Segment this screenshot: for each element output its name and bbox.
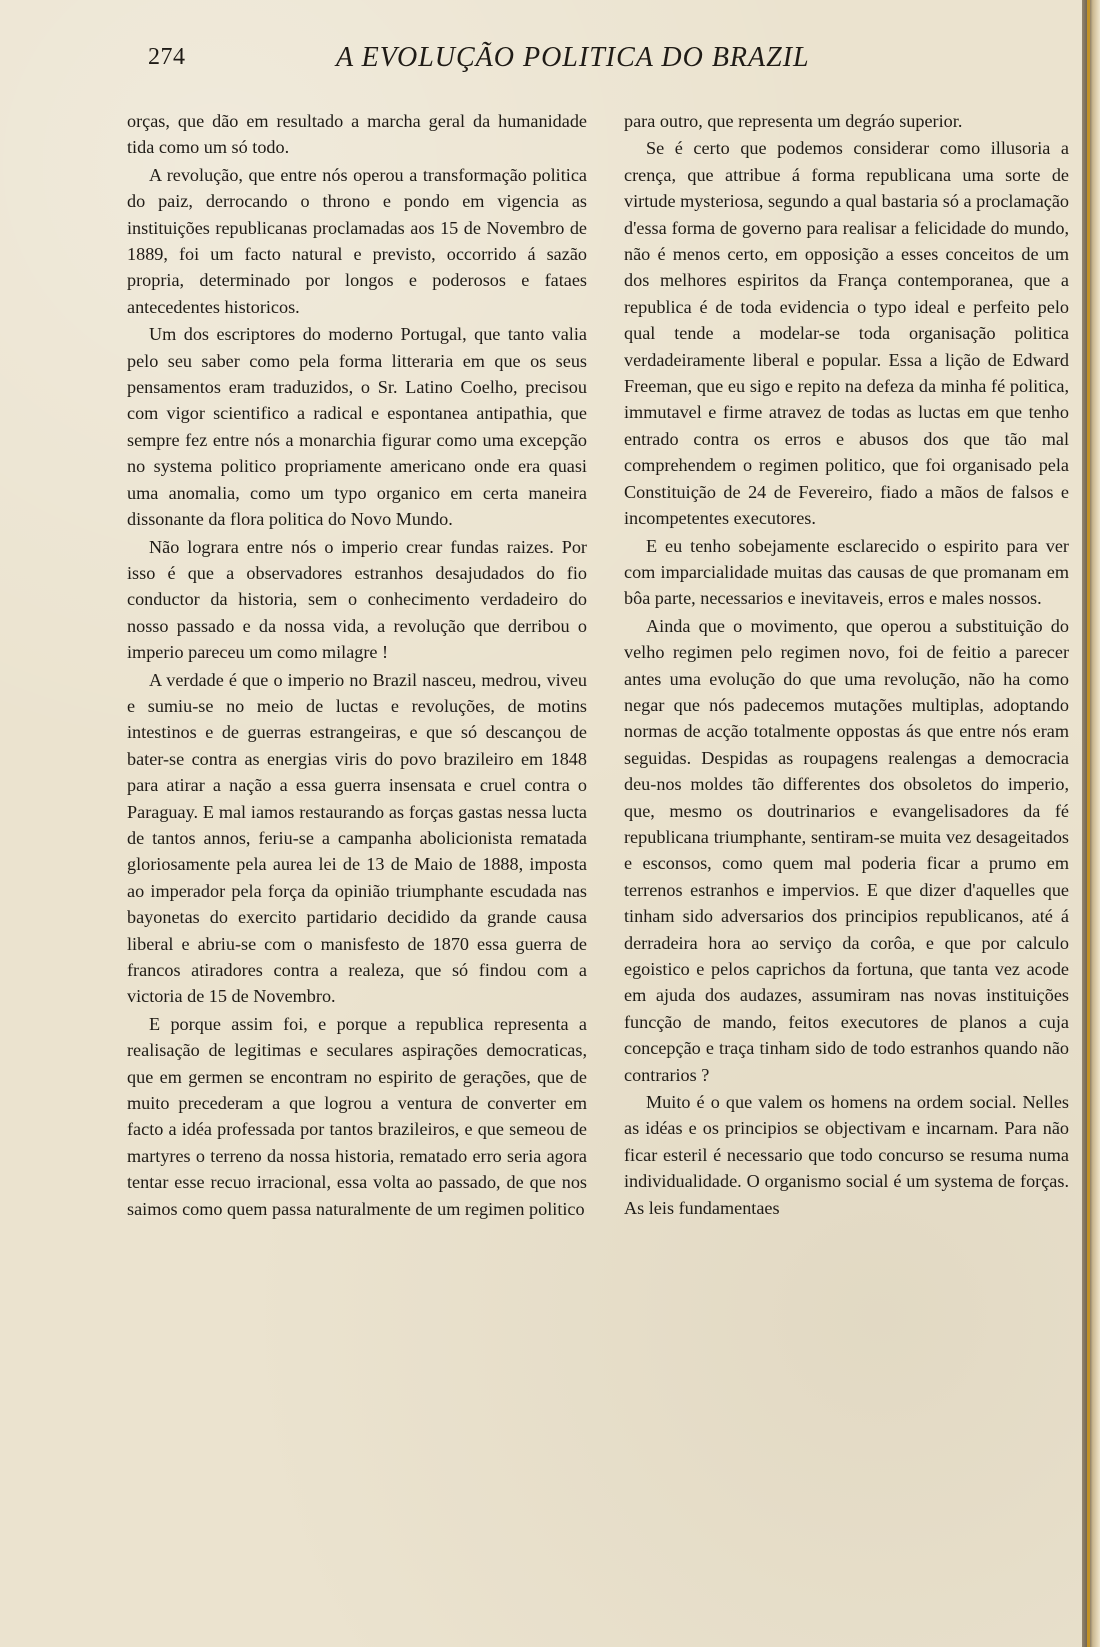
left-text-column <box>127 108 587 1223</box>
right-text-column <box>624 108 1069 1222</box>
page-header <box>148 42 878 82</box>
running-title: A EVOLUÇÃO POLITICA DO BRAZIL <box>336 42 810 73</box>
left-paragraph-1: orças, que dão em resultado a marcha geral da humanidade tida como um só todo. <box>127 111 587 158</box>
left-paragraph-2: A revolução, que entre nós operou a transformação politica do paiz, derrocando o throno e pondo em vigencia as instituições republicanas proclamadas aos 15 de Novembro de 1889, foi um facto natural e previsto, occorrido á sazão propria, determinado por longos e poderosos e fataes antecedentes historicos. <box>127 164 587 317</box>
page-number: 274 <box>148 44 186 70</box>
left-paragraph-6: E porque assim foi, e porque a republica representa a realisação de legitimas e seculares aspirações democraticas, que em germen se encontram no espirito de gerações, que de muito precederam a que logrou a ventura de converter em facto a idéa professada por tantos brazileiros, e que semeou de martyres o terreno da nossa historia, rematado erro seria agora tentar esse recuo irracional, essa volta ao passado, de que nos saimos como quem passa naturalmente de um regimen politico <box>127 1013 587 1219</box>
right-paragraph-1: para outro, que representa um degráo superior. <box>624 111 963 131</box>
right-paragraph-5: Muito é o que valem os homens na ordem social. Nelles as idéas e os principios se objectivam e incarnam. Para não ficar esteril é necessario que todo concurso se resuma numa individualidade. O organismo social é um systema de forças. As leis fundamentaes <box>624 1092 1069 1218</box>
right-paragraph-2: Se é certo que podemos considerar como illusoria a crença, que attribue á forma republicana uma sorte de virtude mysteriosa, segundo a qual bastaria só a proclamação d'essa forma de governo para realisar a felicidade do mundo, não é menos certo, em opposição a esses conceitos de um dos melhores espiritos da França contemporanea, que a republica é de toda evidencia o typo ideal e perfeito pelo qual tende a modelar-se toda organisação politica verdadeiramente liberal e popular. Essa a lição de Edward Freeman, que eu sigo e repito na defeza da minha fé politica, immutavel e firme atravez de todas as luctas em que tenho entrado contra os erros e abusos dos que tão mal comprehendem o regimen politico, que foi organisado pela Constituição de 24 de Fevereiro, fiado a mãos de falsos e incompetentes executores. <box>624 138 1069 529</box>
left-paragraph-4: Não lograra entre nós o imperio crear fundas raizes. Por isso é que a observadores estranhos desajudados do fio conductor da historia, sem o conhecimento verdadeiro do nosso passado e da nossa vida, a revolução que derribou o imperio pareceu um como milagre ! <box>127 536 587 663</box>
page-edge-shadow <box>1082 0 1100 1647</box>
left-paragraph-3: Um dos escriptores do moderno Portugal, que tanto valia pelo seu saber como pela forma litteraria em que os seus pensamentos eram traduzidos, o Sr. Latino Coelho, precisou com vigor scientifico a radical e espontanea antipathia, que sempre fez entre nós a monarchia figurar como uma excepção no systema politico propriamente americano onde era quasi uma anomalia, como um typo organico em certa maneira dissonante da flora politica do Novo Mundo. <box>127 324 587 530</box>
right-paragraph-4: Ainda que o movimento, que operou a substituição do velho regimen pelo regimen novo, foi de feitio a parecer antes uma evolução do que uma revolução, não ha como negar que nós padecemos mutações multiplas, adoptando normas de acção totalmente oppostas ás que entre nós eram seguidas. Despidas as roupagens realengas a democracia deu-nos moldes tão differentes dos obsoletos do imperio, que, mesmo os doutrinarios e evangelisadores da fé republicana triumphante, sentiram-se muita vez desageitados e esconsos, como quem mal poderia ficar a prumo em terrenos estranhos e impervios. E que dizer d'aquelles que tinham sido adversarios dos principios republicanos, até á derradeira hora ao serviço da corôa, e que por calculo egoistico e pelos caprichos da fortuna, que tanta vez acode em ajuda dos audazes, assumiram nas novas instituições funcção de mando, feitos executores de planos a cuja concepção e traça tinham sido de todo estranhos quando não contrarios ? <box>624 615 1069 1085</box>
right-paragraph-3: E eu tenho sobejamente esclarecido o espirito para ver com imparcialidade muitas das causas de que promanam em bôa parte, necessarios e inevitaveis, erros e males nossos. <box>624 535 1069 609</box>
left-paragraph-5: A verdade é que o imperio no Brazil nasceu, medrou, viveu e sumiu-se no meio de luctas e revoluções, de motins intestinos e de guerras estrangeiras, e que só descançou de bater-se contra as energias viris do povo brazileiro em 1848 para atirar a nação a essa guerra insensata e cruel contra o Paraguay. E mal iamos restaurando as forças gastas nessa lucta de tantos annos, feriu-se a campanha abolicionista rematada gloriosamente pela aurea lei de 13 de Maio de 1888, imposta ao imperador pela força da opinião triumphante escudada nas bayonetas do exercito partidario decidido da grande causa liberal e abriu-se com o manisfesto de 1870 essa guerra de francos atiradores contra a realeza, que só findou com a victoria de 15 de Novembro. <box>127 669 587 1007</box>
